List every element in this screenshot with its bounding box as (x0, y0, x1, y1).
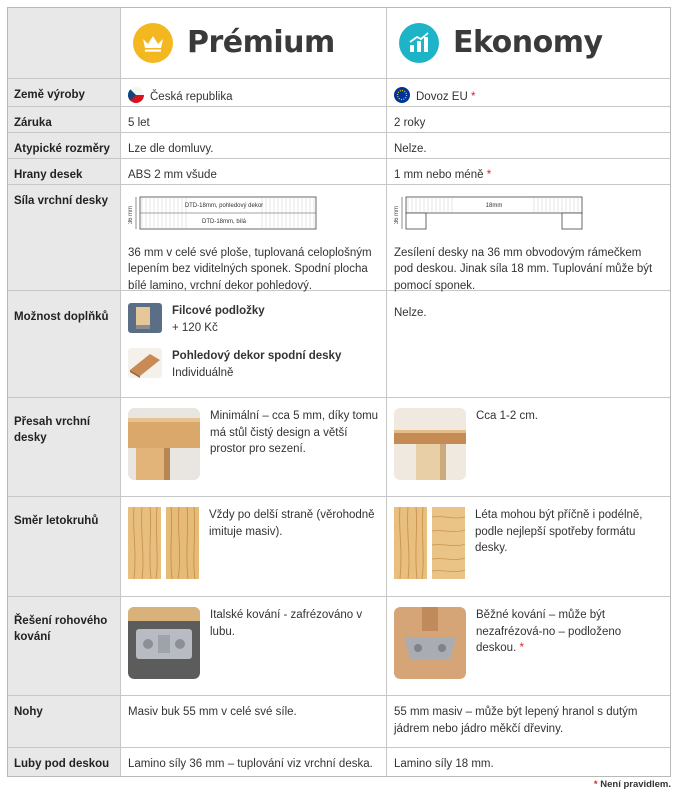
addon-sub: Individuálně (172, 367, 234, 380)
premium-value: Česká republika (150, 91, 233, 103)
wood-grain-sample (128, 507, 161, 579)
ekonomy-value: Nelze. (394, 307, 427, 319)
ekonomy-value: 55 mm masiv – může být lepený hranol s dutým jádrem nebo jádro měkčí dřeviny. (394, 706, 638, 735)
row-label: Nohy (8, 696, 121, 747)
crown-icon (133, 23, 173, 63)
premium-title: Prémium (187, 25, 335, 61)
premium-cell (121, 597, 387, 695)
ekonomy-header (387, 8, 670, 78)
premium-cell (121, 398, 387, 496)
premium-value: Lze dle domluvy. (121, 133, 387, 158)
premium-cell (121, 291, 387, 397)
premium-value: Masiv buk 55 mm v celé své síle. (121, 696, 387, 747)
addon-felt-pads (128, 303, 379, 336)
ekonomy-value: Zesílení desky na 36 mm obvodovým rámečkem pod deskou. Jinak síla 18 mm. Tuplování může být pomocí sponek. (394, 246, 653, 293)
row-label: Řešení rohového kování (8, 597, 121, 695)
italian-hardware-photo (128, 607, 200, 679)
row-thickness (8, 185, 670, 291)
premium-value: 5 let (121, 107, 387, 132)
premium-cell (121, 497, 387, 596)
premium-cell (121, 185, 387, 293)
ekonomy-value: Lamino síly 18 mm. (394, 758, 494, 770)
row-label: Země výroby (8, 79, 121, 106)
footnote-text: Není pravidlem. (600, 779, 671, 790)
premium-header (121, 8, 387, 78)
premium-value: Italské kování - zafrézováno v lubu. (210, 609, 363, 638)
ekonomy-value: 2 roky (394, 117, 426, 129)
ekonomy-title: Ekonomy (453, 25, 603, 61)
underside-decor-image (128, 348, 162, 378)
ekonomy-cell (387, 497, 670, 596)
diagram-top-label: 18mm (485, 203, 503, 209)
row-label: Hrany desek (8, 159, 121, 184)
addon-title: Pohledový dekor spodní desky (172, 350, 342, 363)
row-edges (8, 159, 670, 185)
wood-grain-sample (432, 507, 465, 579)
header-row (8, 8, 670, 79)
ekonomy-cell (387, 185, 670, 293)
ekonomy-value: Dovoz EU (416, 91, 468, 103)
row-addons (8, 291, 670, 398)
standard-hardware-photo (394, 607, 466, 679)
grain-samples (394, 507, 465, 579)
row-label: Luby pod deskou (8, 748, 121, 776)
row-atypical (8, 133, 670, 159)
grain-samples (128, 507, 199, 579)
wood-grain-sample (166, 507, 199, 579)
ekonomy-value: Léta mohou být příčně i podélně, podle nejlepší spotřeby formátu desky. (475, 509, 643, 555)
addon-underside-decor (128, 348, 379, 381)
row-warranty (8, 107, 670, 133)
asterisk-note: * (470, 91, 476, 103)
asterisk-note: * (519, 642, 524, 655)
premium-value: Lamino síly 36 mm – tuplování viz vrchní deska. (121, 748, 387, 776)
czech-flag-icon (128, 87, 144, 103)
premium-value: Minimální – cca 5 mm, díky tomu má stůl čistý design a větší prostor pro sezení. (210, 410, 379, 456)
ekonomy-value: Cca 1-2 cm. (476, 410, 538, 422)
row-corner (8, 597, 670, 696)
row-origin (8, 79, 670, 107)
row-rails (8, 748, 670, 776)
comparison-table (7, 7, 671, 777)
overhang-photo (394, 408, 466, 480)
row-label: Síla vrchní desky (8, 185, 121, 290)
diagram-side-label: 36 mm (394, 205, 400, 225)
wood-grain-sample (394, 507, 427, 579)
addon-sub: + 120 Kč (172, 321, 218, 334)
row-grain (8, 497, 670, 597)
ekonomy-value: Běžné kování – může být nezafrézová-no – podloženo deskou. (476, 609, 622, 655)
row-label: Možnost doplňků (8, 291, 121, 397)
ekonomy-cell (387, 398, 670, 496)
ekonomy-thickness-diagram (394, 193, 663, 237)
premium-thickness-diagram (128, 193, 379, 237)
ekonomy-value: 1 mm nebo méně (394, 169, 484, 181)
premium-value: Vždy po delší straně (věrohodně imituje masiv). (209, 509, 375, 538)
premium-value: ABS 2 mm všude (121, 159, 387, 184)
ekonomy-cell (387, 159, 670, 184)
eu-flag-icon (394, 87, 410, 103)
bar-chart-icon (399, 23, 439, 63)
ekonomy-cell (387, 79, 670, 106)
premium-cell (121, 79, 387, 106)
diagram-bottom-label: DTD-18mm, bílá (201, 219, 247, 225)
row-overhang (8, 398, 670, 497)
ekonomy-value: Nelze. (394, 143, 427, 155)
asterisk-note: * (486, 169, 492, 181)
addon-title: Filcové podložky (172, 305, 265, 317)
row-label: Záruka (8, 107, 121, 132)
felt-pad-image (128, 303, 162, 333)
diagram-top-label: DTD-18mm, pohledový dekor (184, 203, 264, 209)
row-label: Přesah vrchní desky (8, 398, 121, 496)
row-label: Atypické rozměry (8, 133, 121, 158)
diagram-side-label: 36 mm (128, 205, 134, 225)
row-legs (8, 696, 670, 748)
ekonomy-cell (387, 597, 670, 695)
minimal-overhang-photo (128, 408, 200, 480)
header-empty-cell (8, 8, 121, 78)
row-label: Směr letokruhů (8, 497, 121, 596)
footnote: * Není pravidlem. (593, 779, 671, 790)
premium-value: 36 mm v celé své ploše, tuplovaná celoplošným lepením bez viditelných sponek. Spodní plocha bílé lamino, vrchní dekor pohledový. (128, 246, 372, 293)
